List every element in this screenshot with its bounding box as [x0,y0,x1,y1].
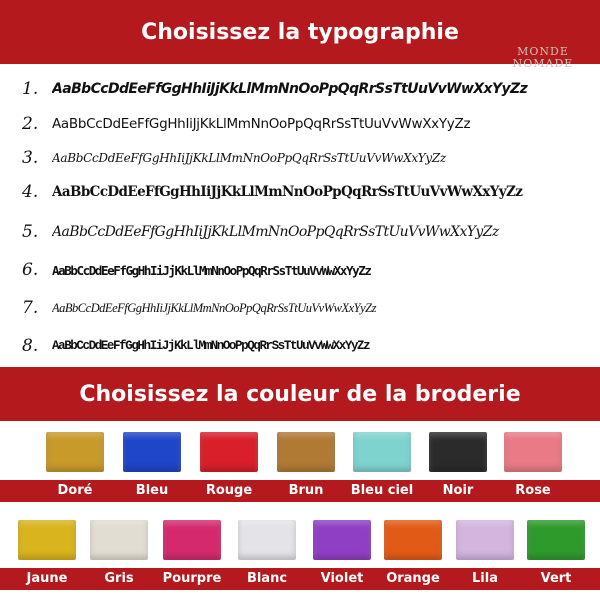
font-option-number: 5. [22,222,39,242]
thread-spool-image [200,432,258,472]
thread-spool-image [353,432,411,472]
color-name: Gris [104,571,134,586]
thread-spool-image [90,520,148,560]
font-option-number: 7. [22,298,39,318]
font-option-8[interactable] [22,329,592,363]
font-option-sample: AaBbCcDdEeFfGgHhIiJjKkLlMmNnOoPpQqRrSsTtUuVvWwXxYyZz [52,151,446,165]
color-name: Doré [57,483,93,498]
logo-line-1: MONDE [517,45,569,58]
font-option-5[interactable] [22,215,592,249]
typography-title: Choisissez la typographie [141,19,459,45]
thread-spool-image [277,432,335,472]
color-swatch-bleu[interactable] [119,428,185,502]
logo-line-2: NOMADE [512,57,574,70]
color-swatch-dore[interactable] [42,428,108,502]
thread-spool-image [123,432,181,472]
font-option-list [0,70,600,365]
thread-spool-image [429,432,487,472]
color-swatch-brun[interactable] [273,428,339,502]
font-option-sample: AaBbCcDdEeFfGgHhIiJjKkLlMmNnOoPpQqRrSsTtUuVvWwXxYyZz [52,262,371,278]
color-swatch-vert[interactable] [523,516,589,590]
font-option-sample: AaBbCcDdEeFfGgHhIiJjKkLlMmNnOoPpQqRrSsTtUuVvWwXxYyZz [52,184,523,200]
color-name: Violet [320,571,364,586]
thread-spool-image [456,520,514,560]
font-option-1[interactable] [22,72,592,106]
color-swatch-orange[interactable] [380,516,446,590]
color-swatch-noir[interactable] [425,428,491,502]
thread-spool-image [504,432,562,472]
font-option-4[interactable] [22,175,592,209]
color-name: Noir [442,483,474,498]
font-option-number: 2. [22,114,39,134]
thread-spool-image [384,520,442,560]
font-option-sample: AaBbCcDdEeFfGgHhIiJjKkLlMmNnOoPpQqRrSsTtUuVvWwXxYyZz [52,339,370,353]
color-swatch-lila[interactable] [452,516,518,590]
color-name: Orange [386,571,440,586]
font-option-number: 4. [22,182,39,202]
font-option-sample: AaBbCcDdEeFfGgHhIiJjKkLlMmNnOoPpQqRrSsTtUuVvWwXxYyZz [52,81,528,97]
font-option-number: 1. [22,79,39,99]
font-option-2[interactable] [22,107,592,141]
color-swatch-rouge[interactable] [196,428,262,502]
color-name: Brun [288,483,324,498]
color-swatch-row-2 [0,516,600,590]
font-option-6[interactable] [22,253,592,287]
color-swatch-bleu-ciel[interactable] [349,428,415,502]
color-header [0,367,600,421]
font-option-sample: AaBbCcDdEeFfGgHhIiJjKkLlMmNnOoPpQqRrSsTtUuVvWwXxYyZz [52,300,376,315]
color-swatch-pourpre[interactable] [159,516,225,590]
color-swatch-gris[interactable] [86,516,152,590]
color-name: Vert [540,571,572,586]
font-option-number: 6. [22,260,39,280]
brand-logo [508,46,578,72]
color-name: Bleu ciel [350,483,414,498]
color-swatch-rose[interactable] [500,428,566,502]
color-name: Jaune [26,571,68,586]
color-name: Bleu [135,483,169,498]
thread-spool-image [18,520,76,560]
thread-spool-image [527,520,585,560]
font-option-number: 8. [22,336,39,356]
font-option-sample: AaBbCcDdEeFfGgHhIiJjKkLlMmNnOoPpQqRrSsTtUuVvWwXxYyZz [52,116,471,132]
font-option-7[interactable] [22,291,592,325]
thread-spool-image [313,520,371,560]
color-swatch-blanc[interactable] [234,516,300,590]
font-option-3[interactable] [22,141,592,175]
font-option-sample: AaBbCcDdEeFfGgHhIiJjKkLlMmNnOoPpQqRrSsTtUuVvWwXxYyZz [52,224,499,240]
color-section-title: Choisissez la couleur de la broderie [79,381,521,407]
color-swatch-violet[interactable] [309,516,375,590]
color-name: Rose [515,483,551,498]
thread-spool-image [163,520,221,560]
color-name: Rouge [205,483,253,498]
font-option-number: 3. [22,148,39,168]
color-swatch-row-1 [0,428,600,502]
color-name: Pourpre [162,571,222,586]
color-name: Lila [472,571,498,586]
thread-spool-image [46,432,104,472]
thread-spool-image [238,520,296,560]
color-swatch-jaune[interactable] [14,516,80,590]
color-name: Blanc [246,571,288,586]
